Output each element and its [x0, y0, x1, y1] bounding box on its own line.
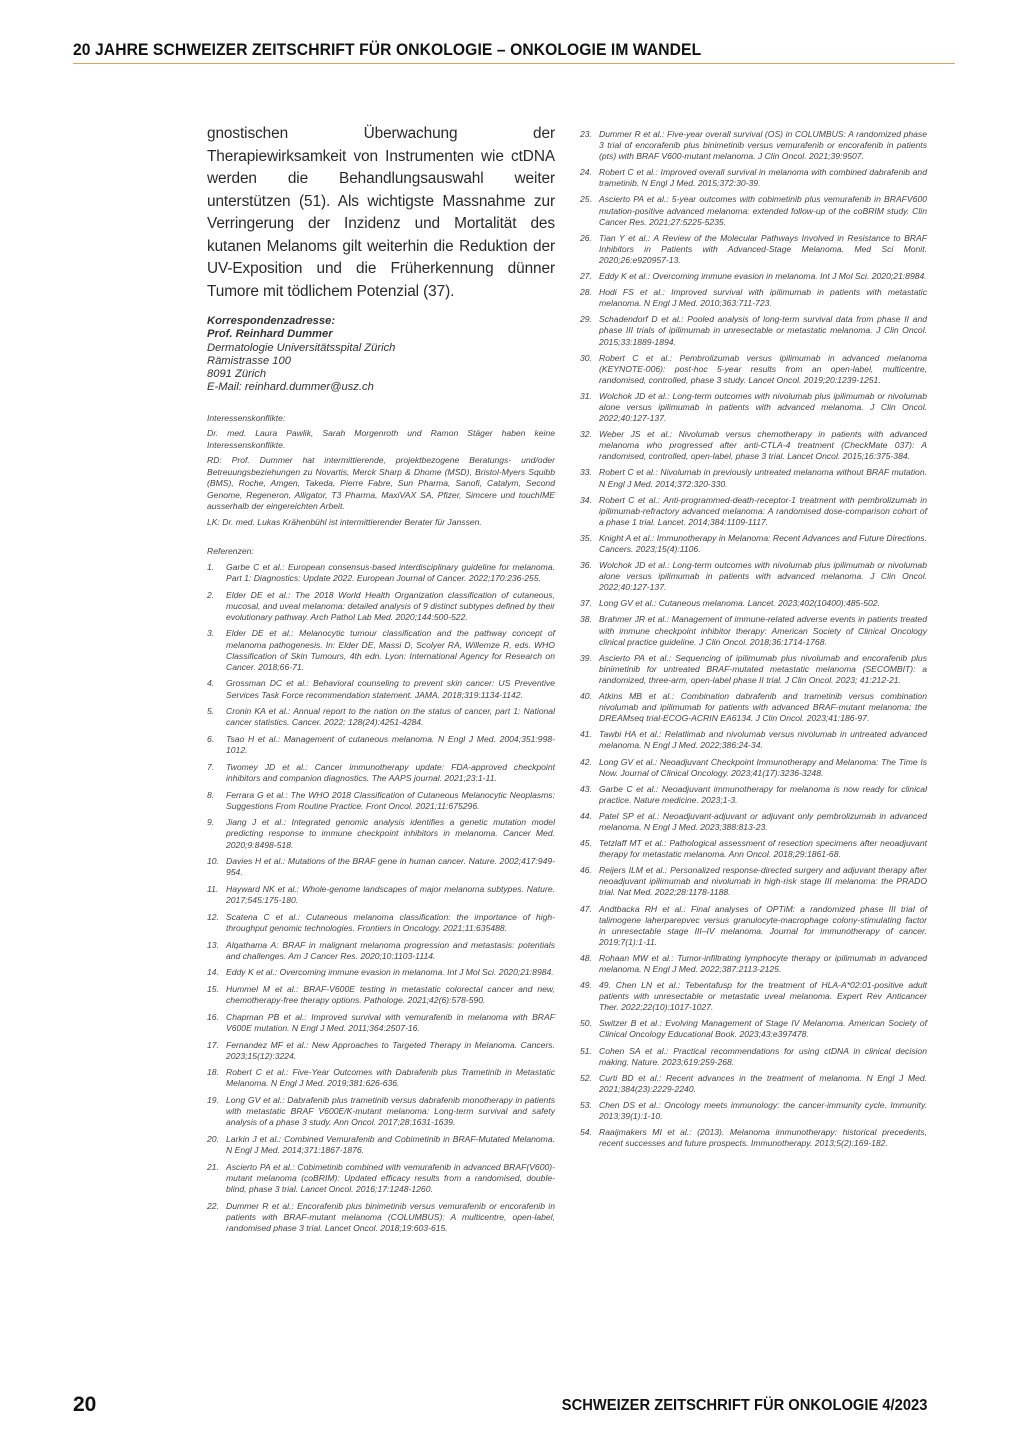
reference-text: Jiang J et al.: Integrated genomic analysis identifies a genetic mutation model predicting response to immune checkpoint inhibitors in melanoma. Cancer Med. 2020;9:8498-518.: [226, 817, 555, 850]
reference-text: Long GV et al.: Dabrafenib plus trametinib versus dabrafenib monotherapy in patients with metastatic BRAF V600E/K-mutant melanoma: Long-term survival and safety analysis of a phase 3 study. Ann Oncol. 2017;28:1631-1639.: [226, 1095, 555, 1128]
correspondence-line: Dermatologie Universitätsspital Zürich: [207, 341, 396, 354]
reference-item: [207, 884, 555, 906]
reference-text: Raaijmakers MI et al.: (2013). Melanoma immunotherapy: historical precedents, recent successes and future prospects. Immunotherapy. 2013;5(2):169-182.: [599, 1127, 927, 1149]
reference-item: [580, 653, 927, 686]
reference-item: [580, 784, 927, 806]
reference-number: 21.: [207, 1161, 219, 1172]
reference-number: 46.: [580, 865, 592, 876]
reference-number: 48.: [580, 952, 592, 963]
left-column: [207, 123, 555, 1240]
correspondence-name: Prof. Reinhard Dummer: [207, 328, 333, 341]
reference-text: Rohaan MW et al.: Tumor-infiltrating lymphocyte therapy or ipilimumab in advanced melanoma. N Engl J Med. 2022;387:2113-2125.: [599, 952, 927, 974]
reference-item: [207, 562, 555, 584]
reference-text: Larkin J et al.: Combined Vemurafenib and Cobimetinib in BRAF-Mutated Melanoma. N Engl J Med. 2014;371:1867-1876.: [226, 1134, 555, 1156]
reference-number: 13.: [207, 939, 219, 950]
reference-number: 43.: [580, 783, 592, 794]
reference-number: 37.: [580, 598, 592, 609]
reference-text: Hodi FS et al.: Improved survival with ipilimumab in patients with metastatic melanoma. N Engl J Med. 2010;363:711-723.: [599, 287, 927, 309]
running-header: 20 JAHRE SCHWEIZER ZEITSCHRIFT FÜR ONKOLOGIE – ONKOLOGIE IM WANDEL: [73, 40, 702, 59]
reference-text: Garbe C et al.: European consensus-based interdisciplinary guideline for melanoma. Part 1: Diagnostics: Update 2022. European Journal of Cancer. 2022;170:236-255.: [226, 561, 555, 583]
reference-item: [580, 729, 927, 751]
reference-number: 20.: [207, 1134, 219, 1144]
correspondence-email: E-Mail: reinhard.dummer@usz.ch: [207, 381, 374, 394]
correspondence-label: Korrespondenzadresse:: [207, 315, 336, 327]
reference-text: Ferrara G et al.: The WHO 2018 Classification of Cutaneous Melanocytic Neoplasms: Suggestions From Routine Practice. Front Oncol. 2021;11:675296.: [226, 789, 555, 811]
reference-number: 10.: [207, 856, 219, 867]
reference-text: Switzer B et al.: Evolving Management of Stage IV Melanoma. American Society of Clinical Oncology Educational Book. 2023;43:e397478.: [599, 1018, 927, 1040]
reference-item: [580, 233, 927, 266]
reference-number: 38.: [580, 614, 592, 625]
reference-number: 53.: [580, 1099, 592, 1110]
reference-text: Wolchok JD et al.: Long-term outcomes with nivolumab plus ipilimumab or nivolumab alone versus ipilimumab in patients with advanced melanoma. J Clin Oncol. 2022;40:127-137.: [599, 390, 927, 424]
reference-item: [580, 1073, 927, 1095]
reference-text: Long GV et al.: Neoadjuvant Checkpoint Immunotherapy and Melanoma: The Time Is Now. Journal of Clinical Oncology. 2023;41(17):3236-3248.: [599, 756, 927, 778]
reference-number: 23.: [580, 129, 592, 139]
reference-item: [207, 940, 555, 962]
reference-item: [580, 495, 927, 528]
reference-text: Schadendorf D et al.: Pooled analysis of long-term survival data from phase II and phase III trials of ipilimumab in unresectable or metastatic melanoma. J Clin Oncol. 2015;33:1889-1894.: [599, 314, 927, 347]
reference-text: Davies H et al.: Mutations of the BRAF gene in human cancer. Nature. 2002;417:949-954.: [226, 856, 555, 878]
reference-text: Chen DS et al.: Oncology meets immunology: the cancer-immunity cycle. Immunity. 2013;39(1):1-10.: [599, 1099, 927, 1122]
reference-number: 12.: [207, 911, 219, 922]
reference-item: [580, 1046, 927, 1068]
reference-item: [207, 967, 555, 978]
footer-journal-title: SCHWEIZER ZEITSCHRIFT FÜR ONKOLOGIE 4/2023: [561, 1397, 927, 1414]
reference-number: 49.: [580, 980, 592, 991]
reference-number: 50.: [580, 1018, 592, 1029]
reference-number: 18.: [207, 1067, 219, 1078]
reference-item: [207, 1012, 555, 1034]
reference-text: Grossman DC et al.: Behavioral counseling to prevent skin cancer: US Preventive Services Task Force recommendation statement. JAMA. 2018;319:1134-1142.: [226, 678, 555, 700]
reference-text: Robert C et al.: Five-Year Outcomes with Dabrafenib plus Trametinib in Metastatic Melanoma. N Engl J Med. 2019;381:626-636.: [226, 1067, 555, 1089]
reference-text: Ascierto PA et al.: Sequencing of ipilimumab plus nivolumab and encorafenib plus binimetinib for untreated BRAF-mutated metastatic melanoma (SECOMBIT): a randomized, three-arm, open-label phase II trial. J Clin Oncol. 2023; 41:212-21.: [599, 652, 927, 685]
reference-item: [580, 811, 927, 833]
reference-number: 8.: [207, 789, 215, 800]
reference-text: Robert C et al.: Pembrolizumab versus ipilimumab in advanced melanoma (KEYNOTE-006): post-hoc 5-year results from an open-label, multicentre, randomised, controlled, phase 3 study. Lancet Oncol. 2019;20:1239-1251.: [599, 352, 927, 385]
reference-item: [207, 817, 555, 850]
reference-text: Weber JS et al.: Nivolumab versus chemotherapy in patients with advanced melanoma who progressed after anti-CTLA-4 treatment (CheckMate 037): A randomised, controlled, open-label, phase 3 trial. Lancet Oncol. 2015;16:375-384.: [599, 429, 927, 462]
reference-text: Fernandez MF et al.: New Approaches to Targeted Therapy in Melanoma. Cancers. 2023;15(12):3224.: [226, 1039, 555, 1061]
reference-number: 52.: [580, 1072, 592, 1083]
reference-text: Garbe C et al.: Neoadjuvant immunotherapy for melanoma is now ready for clinical practice. Nature medicine. 2023;1-3.: [599, 783, 927, 805]
reference-number: 5.: [207, 706, 215, 717]
reference-item: [580, 271, 927, 282]
reference-number: 47.: [580, 903, 592, 914]
reference-text: Elder DE et al.: Melanocytic tumour classification and the pathway concept of melanoma pathogenesis. In: Elder DE, Massi D, Scolyer RA, Willemze R, eds. WHO Classification of Skin Tumours, 4th edn. Lyon: International Agency for Research on Cancer. 2018;66-71.: [226, 628, 555, 672]
reference-text: Ascierto PA et al.: Cobimetinib combined with vemurafenib in advanced BRAF(V600)-mutant melanoma (coBRIM): Updated efficacy results from a randomised, double-blind, phase 3 trial. Lancet Oncol. 2016;17:1248-1260.: [226, 1161, 555, 1194]
reference-text: Elder DE et al.: The 2018 World Health Organization classification of cutaneous, mucosal, and uveal melanoma: detailed analysis of 9 distinct subtypes defined by their evolutionary pathway. Arch Pathol Lab Med. 2020;144:500-522.: [226, 589, 555, 622]
reference-number: 41.: [580, 729, 592, 740]
page-number: 20: [73, 1393, 97, 1416]
body-paragraph: gnostischen Überwachung der Therapiewirksamkeit von Instrumenten wie ctDNA werden die Behandlungsauswahl weiter unterstützen (51). Als wichtigste Massnahme zur Verringerung der Inzidenz und Mortalität des kutanen Melanoms gilt weiterhin die Reduktion der UV-Exposition und die Früherkennung dünner Tumore mit tödlichem Potenzial (37).: [207, 125, 555, 300]
reference-text: Robert C et al.: Improved overall survival in melanoma with combined dabrafenib and trametinib. N Engl J Med. 2015;372:30-39.: [599, 167, 927, 189]
conflicts-paragraph: Dr. med. Laura Pawlik, Sarah Morgenroth und Ramon Stäger haben keine Interessenskonflikte.: [207, 428, 555, 450]
reference-text: Scatena C et al.: Cutaneous melanoma classification: the importance of high-throughput genomic technologies. Frontiers in Oncology. 2021;11:635488.: [226, 911, 555, 933]
references-heading: Referenzen:: [207, 546, 254, 557]
reference-text: Tsao H et al.: Management of cutaneous melanoma. N Engl J Med. 2004;351:998-1012.: [226, 733, 555, 756]
reference-item: [207, 1201, 555, 1234]
reference-text: Long GV et al.: Cutaneous melanoma. Lancet. 2023;402(10400):485-502.: [599, 598, 880, 609]
reference-text: Wolchok JD et al.: Long-term outcomes with nivolumab plus ipilimumab or nivolumab alone versus ipilimumab in patients with advanced melanoma. J Clin Oncol. 2022;40:127-137.: [599, 560, 927, 593]
reference-text: Hayward NK et al.: Whole-genome landscapes of major melanoma subtypes. Nature. 2017;545:175-180.: [226, 883, 555, 906]
reference-text: Robert C et al.: Anti-programmed-death-receptor-1 treatment with pembrolizumab in ipilimumab-refractory advanced melanoma: A randomised dose-comparison cohort of a phase 1 trial. Lancet. 2014;384:1109-1117.: [599, 494, 927, 527]
correspondence-line: Rämistrasse 100: [207, 354, 291, 367]
reference-number: 31.: [580, 390, 592, 401]
reference-item: [580, 1018, 927, 1040]
reference-item: [207, 1095, 555, 1128]
reference-text: Brahmer JR et al.: Management of immune-related adverse events in patients treated with immune checkpoint inhibitor therapy: American Society of Clinical Oncology clinical practice guideline. J Clin Oncol. 2018;36:1714-1768.: [599, 614, 927, 647]
reference-number: 1.: [207, 561, 215, 572]
reference-item: [580, 904, 927, 948]
reference-item: [580, 757, 927, 779]
reference-item: [580, 865, 927, 898]
reference-text: Knight A et al.: Immunotherapy in Melanoma: Recent Advances and Future Directions. Cancers. 2023;15(4):1106.: [599, 532, 927, 554]
reference-number: 15.: [207, 984, 219, 994]
reference-number: 32.: [580, 429, 592, 440]
reference-number: 44.: [580, 810, 592, 821]
reference-number: 29.: [580, 314, 592, 325]
reference-item: [207, 628, 555, 672]
reference-item: [207, 1067, 555, 1089]
reference-item: [207, 1040, 555, 1062]
reference-text: Tawbi HA et al.: Relatlimab and nivolumab versus nivolumab in untreated advanced melanoma. N Engl J Med. 2022;386:24-34.: [599, 729, 927, 751]
reference-text: Alqathama A: BRAF in malignant melanoma progression and metastasis: potentials and challenges. Am J Cancer Res. 2020;10:1103-1114.: [226, 939, 555, 961]
reference-number: 54.: [580, 1127, 592, 1138]
reference-item: [580, 1100, 927, 1122]
reference-number: 33.: [580, 467, 592, 478]
reference-text: Eddy K et al.: Overcoming immune evasion in melanoma. Int J Mol Sci. 2020;21:8984.: [226, 967, 554, 978]
reference-number: 27.: [580, 271, 592, 282]
reference-item: [580, 287, 927, 309]
reference-number: 17.: [207, 1039, 219, 1050]
references-list-left: [207, 562, 555, 1234]
reference-item: [207, 790, 555, 812]
conflicts-of-interest: [207, 413, 555, 529]
reference-item: [207, 678, 555, 700]
reference-text: Dummer R et al.: Encorafenib plus binimetinib versus vemurafenib or encorafenib in patients with BRAF-mutant melanoma (COLUMBUS): A multicentre, open-label, randomised phase 3 trial. Lancet Oncol. 2018;19:603-615.: [226, 1200, 555, 1233]
reference-item: [580, 691, 927, 724]
reference-text: Tian Y et al.: A Review of the Molecular Pathways Involved in Resistance to BRAF Inhibitors in Patients with Advanced-Stage Melanoma. Med Sci Monit. 2020;26:e920957-13.: [599, 232, 927, 265]
reference-number: 6.: [207, 733, 215, 744]
reference-text: Tetzlaff MT et al.: Pathological assessment of resection specimens after neoadjuvant therapy for metastatic melanoma. Ann Oncol. 2018;29:1861-68.: [599, 838, 927, 860]
reference-item: [207, 1162, 555, 1195]
reference-text: Robert C et al.: Nivolumab in previously untreated melanoma without BRAF mutation. N Engl J Med. 2014;372:320-330.: [599, 467, 927, 489]
correspondence-block: [207, 315, 555, 395]
reference-item: [580, 533, 927, 555]
reference-text: Cronin KA et al.: Annual report to the nation on the status of cancer, part 1: National cancer statistics. Cancer. 2022; 128(24):4251-4284.: [226, 706, 555, 728]
reference-number: 14.: [207, 967, 219, 978]
header-rule: [73, 63, 955, 64]
reference-text: Twomey JD et al.: Cancer immunotherapy update: FDA-approved checkpoint inhibitors and companion diagnostics. The AAPS journal. 2021;23:1-11.: [226, 761, 555, 783]
reference-text: Ascierto PA et al.: 5-year outcomes with cobimetinib plus vemurafenib in BRAFV600 mutation-positive advanced melanoma: extended follow-up of the coBRIM study. Clin Cancer Res. 2021;27:5225-5235.: [599, 194, 927, 227]
reference-item: [207, 856, 555, 878]
reference-item: [207, 590, 555, 623]
reference-number: 34.: [580, 494, 592, 505]
reference-number: 42.: [580, 756, 592, 767]
reference-number: 16.: [207, 1011, 219, 1022]
reference-item: [580, 194, 927, 227]
reference-item: [580, 980, 927, 1013]
reference-item: [580, 838, 927, 860]
reference-number: 19.: [207, 1095, 219, 1106]
reference-number: 22.: [207, 1200, 219, 1211]
correspondence-line: 8091 Zürich: [207, 368, 267, 381]
reference-text: Atkins MB et al.: Combination dabrafenib and trametinib versus combination nivolumab and ipilimumab for patients with advanced BRAF-mutant melanoma: the DREAMseq trial-ECOG-ACRIN EA6134. J Clin Oncol. 2023;41:186-97.: [599, 691, 927, 724]
references-list-right: [580, 129, 927, 1149]
reference-item: [580, 167, 927, 189]
reference-item: [580, 429, 927, 462]
reference-number: 36.: [580, 560, 592, 571]
reference-text: Dummer R et al.: Five-year overall survival (OS) in COLUMBUS: A randomized phase 3 trial of encorafenib plus binimetinib versus vemurafenib or encorafenib in patients (pts) with BRAF V600-mutant melanoma. J Clin Oncol. 2021;39:9507.: [599, 129, 927, 162]
conflicts-heading: Interessenskonflikte:: [207, 412, 286, 423]
reference-item: [207, 984, 555, 1006]
reference-text: Eddy K et al.: Overcoming immune evasion in melanoma. Int J Mol Sci. 2020;21:8984.: [599, 271, 927, 282]
reference-number: 26.: [580, 232, 592, 243]
conflicts-paragraph: LK: Dr. med. Lukas Krähenbühl ist intermittierender Berater für Janssen.: [207, 516, 482, 527]
reference-number: 51.: [580, 1045, 592, 1056]
reference-number: 2.: [207, 589, 215, 600]
reference-item: [207, 1134, 555, 1156]
reference-number: 4.: [207, 678, 215, 689]
reference-item: [580, 614, 927, 647]
reference-item: [580, 953, 927, 975]
reference-number: 45.: [580, 838, 592, 849]
reference-number: 39.: [580, 652, 592, 663]
right-column: [580, 125, 927, 1154]
reference-text: Hummel M et al.: BRAF-V600E testing in metastatic colorectal cancer and new, chemotherapy-free therapy options. Pathologe. 2021;42(6):578-590.: [226, 984, 555, 1006]
reference-number: 28.: [580, 287, 592, 298]
reference-item: [580, 391, 927, 424]
reference-item: [580, 560, 927, 593]
reference-number: 3.: [207, 628, 215, 639]
reference-text: 49. Chen LN et al.: Tebentafusp for the treatment of HLA-A*02:01-positive adult patients with unresectable or metastatic uveal melanoma. Expert Rev Anticancer Ther. 2022;22(10):1017-1027.: [599, 980, 927, 1013]
reference-item: [580, 1127, 927, 1149]
reference-number: 25.: [580, 194, 592, 205]
reference-item: [580, 353, 927, 386]
reference-item: [207, 912, 555, 934]
reference-item: [580, 314, 927, 347]
reference-number: 24.: [580, 167, 592, 178]
reference-number: 40.: [580, 691, 592, 702]
reference-item: [207, 762, 555, 784]
reference-item: [580, 467, 927, 489]
reference-text: Andtbacka RH et al.: Final analyses of OPTiM: a randomized phase III trial of talimogene laherparepvec versus granulocyte-macrophage colony-stimulating factor in unresectable stage III–IV melanoma. Journal for immunotherapy of cancer. 2019;7(1):1-11.: [599, 903, 927, 947]
reference-item: [207, 706, 555, 728]
reference-number: 30.: [580, 352, 592, 363]
conflicts-paragraph: RD: Prof. Dummer hat intermittierende, projektbezogene Beratungs- und/oder Betreuungsbeziehungen zu Novartis, Merck Sharp & Dhome (MSD), Bristol-Myers Squibb (BMS), Roche, Amgen, Takeda, Pierre Fabre, Sun Pharma, Sanofi, Catalym, Second Genome, Regeneron, Alligator, T3 Pharma, MaxiVAX SA, Pfizer, Simcere und touchIME ausserhalb der eingereichten Arbeit.: [207, 455, 555, 512]
reference-item: [580, 129, 927, 162]
reference-text: Curti BD et al.: Recent advances in the treatment of melanoma. N Engl J Med. 2021;384(23):2229-2240.: [599, 1072, 927, 1094]
reference-number: 35.: [580, 532, 592, 543]
reference-number: 9.: [207, 817, 215, 828]
reference-item: [580, 598, 927, 609]
reference-text: Chapman PB et al.: Improved survival with vemurafenib in melanoma with BRAF V600E mutation. N Engl J Med. 2011;364:2507-16.: [226, 1011, 555, 1033]
reference-text: Reijers ILM et al.: Personalized response-directed surgery and adjuvant therapy after neoadjuvant ipilimumab and nivolumab in high-risk stage III melanoma: the PRADO trial. Nat Med. 2022;28:1178-1188.: [599, 865, 927, 898]
reference-number: 7.: [207, 761, 215, 772]
reference-text: Cohen SA et al.: Practical recommendations for using ctDNA in clinical decision making. Nature. 2023;619:259-268.: [599, 1045, 927, 1067]
reference-text: Patel SP et al.: Neoadjuvant-adjuvant or adjuvant only pembrolizumab in advanced melanoma. N Engl J Med. 2023;388:813-23.: [599, 810, 927, 832]
reference-item: [207, 734, 555, 756]
reference-number: 11.: [207, 883, 219, 894]
